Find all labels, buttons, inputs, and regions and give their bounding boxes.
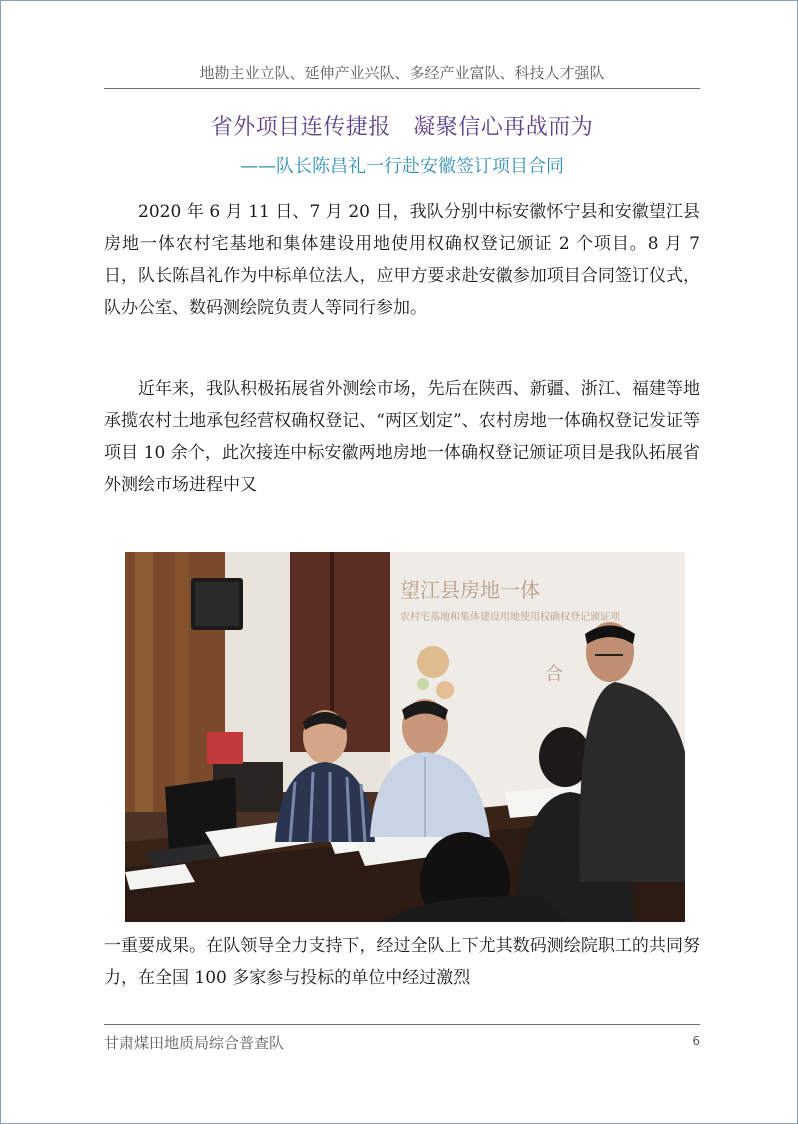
- footer-divider: [104, 1024, 700, 1025]
- projection-subtitle: 农村宅基地和集体建设用地使用权确权登记颁证项: [400, 612, 620, 623]
- projection-text: 合: [545, 664, 563, 685]
- contract-signing-photo: [125, 552, 685, 922]
- footer-organization: 甘肃煤田地质局综合普查队: [104, 1034, 285, 1052]
- article-paragraph-2: 近年来，我队积极拓展省外测绘市场，先后在陕西、新疆、浙江、福建等地承揽农村土地承包经营权确权登记、“两区划定”、农村房地一体确权登记发证等项目 10 余个，此次接连中标安徽两地房地一体确权登记颁证项目是我队拓展省外测绘市场进程中又: [104, 379, 700, 495]
- page-number: 6: [692, 1034, 700, 1048]
- page-header-motto: 地勘主业立队、延伸产业兴队、多经产业富队、科技人才强队: [199, 64, 605, 82]
- article-title: 省外项目连传捷报 凝聚信心再战而为: [210, 115, 594, 140]
- header-divider: [104, 88, 700, 89]
- article-subtitle: ——队长陈昌礼一行赴安徽签订项目合同: [240, 156, 564, 177]
- article-paragraph-1: 2020 年 6 月 11 日、7 月 20 日，我队分别中标安徽怀宁县和安徽望江县房地一体农村宅基地和集体建设用地使用权确权登记颁证 2 个项目。8 月 7 日，队长陈昌礼作为中标单位法人，应甲方要求赴安徽参加项目合同签订仪式，队办公室、数码测绘院负责人等同行参加。: [104, 202, 700, 318]
- article-paragraph-3: 一重要成果。在队领导全力支持下，经过全队上下尤其数码测绘院职工的共同努力，在全国 100 多家参与投标的单位中经过激烈: [104, 936, 700, 988]
- projection-title: 望江县房地一体: [400, 578, 540, 602]
